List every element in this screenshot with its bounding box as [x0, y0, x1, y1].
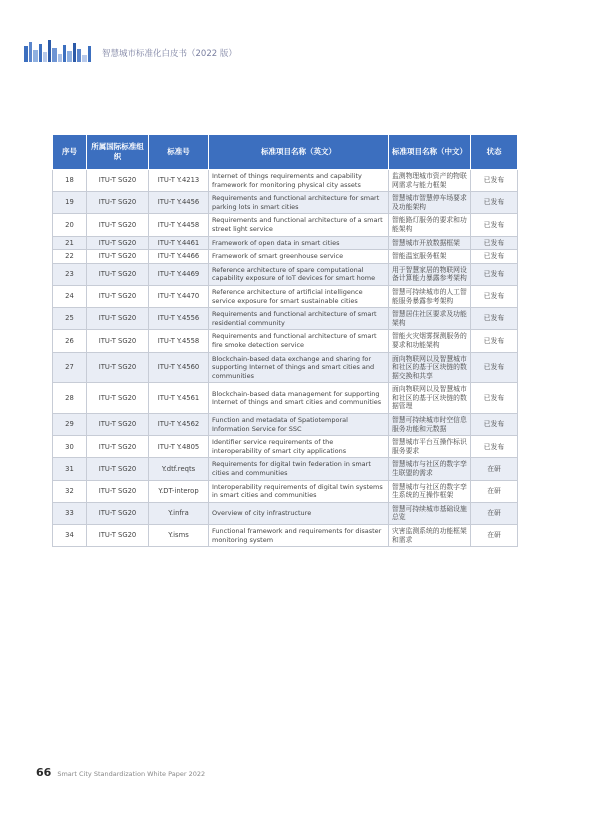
row-org: ITU-T SG20 [87, 458, 149, 480]
column-header: 序号 [53, 135, 87, 170]
row-standard-id: ITU-T Y.4470 [149, 285, 209, 307]
table-row [53, 480, 518, 502]
row-name-en: Requirements for digital twin federation in smart cities and communities [209, 458, 389, 480]
table-row [53, 192, 518, 214]
row-number: 22 [53, 250, 87, 264]
page-number: 66 [36, 766, 52, 779]
row-status: 已发布 [471, 250, 518, 264]
row-status: 在研 [471, 480, 518, 502]
table-row [53, 250, 518, 264]
row-org: ITU-T SG20 [87, 502, 149, 524]
column-header: 状态 [471, 135, 518, 170]
row-org: ITU-T SG20 [87, 170, 149, 192]
row-number: 32 [53, 480, 87, 502]
row-name-en: Framework of open data in smart cities [209, 236, 389, 250]
row-standard-id: ITU-T Y.4466 [149, 250, 209, 264]
row-name-cn: 监测物理城市资产的物联网需求与能力框架 [389, 170, 471, 192]
row-name-en: Identifier service requirements of the interoperability of smart city applications [209, 436, 389, 458]
row-org: ITU-T SG20 [87, 480, 149, 502]
row-status: 在研 [471, 502, 518, 524]
row-name-cn: 面向物联网以及智慧城市和社区的基于区块链的数据管理 [389, 383, 471, 414]
row-name-cn: 面向物联网以及智慧城市和社区的基于区块链的数据交换和共享 [389, 352, 471, 383]
row-standard-id: ITU-T Y.4558 [149, 330, 209, 352]
row-name-cn: 智能路灯服务的要求和功能架构 [389, 214, 471, 236]
row-name-en: Overview of city infrastructure [209, 502, 389, 524]
row-status: 已发布 [471, 236, 518, 250]
row-name-cn: 智慧城市平台互操作标识服务要求 [389, 436, 471, 458]
row-number: 24 [53, 285, 87, 307]
table-row [53, 414, 518, 436]
row-org: ITU-T SG20 [87, 525, 149, 547]
row-org: ITU-T SG20 [87, 192, 149, 214]
row-number: 20 [53, 214, 87, 236]
row-org: ITU-T SG20 [87, 285, 149, 307]
table-row [53, 285, 518, 307]
row-name-cn: 智慧城市与社区的数字孪生联盟的需求 [389, 458, 471, 480]
row-status: 已发布 [471, 352, 518, 383]
row-name-cn: 智慧可持续城市的人工智能服务暴露参考架构 [389, 285, 471, 307]
row-org: ITU-T SG20 [87, 414, 149, 436]
row-org: ITU-T SG20 [87, 330, 149, 352]
row-status: 已发布 [471, 285, 518, 307]
row-number: 33 [53, 502, 87, 524]
table-row [53, 525, 518, 547]
row-standard-id: ITU-T Y.4456 [149, 192, 209, 214]
table-row [53, 308, 518, 330]
row-number: 27 [53, 352, 87, 383]
row-status: 在研 [471, 525, 518, 547]
row-status: 已发布 [471, 414, 518, 436]
row-number: 28 [53, 383, 87, 414]
row-name-cn: 智慧城市开放数据框架 [389, 236, 471, 250]
row-org: ITU-T SG20 [87, 250, 149, 264]
row-number: 23 [53, 263, 87, 285]
row-org: ITU-T SG20 [87, 263, 149, 285]
row-number: 29 [53, 414, 87, 436]
row-name-en: Requirements and functional architecture for smart parking lots in smart cities [209, 192, 389, 214]
row-standard-id: ITU-T Y.4458 [149, 214, 209, 236]
row-name-cn: 用于智慧家居的物联网设备计算能力暴露参考架构 [389, 263, 471, 285]
row-name-cn: 智能火灾烟雾探测服务的要求和功能架构 [389, 330, 471, 352]
row-number: 26 [53, 330, 87, 352]
row-standard-id: ITU-T Y.4805 [149, 436, 209, 458]
row-org: ITU-T SG20 [87, 236, 149, 250]
table-body [53, 170, 518, 547]
table-row [53, 436, 518, 458]
row-name-cn: 智慧可持续城市时空信息服务功能和元数据 [389, 414, 471, 436]
table-row [53, 214, 518, 236]
row-number: 31 [53, 458, 87, 480]
row-status: 在研 [471, 458, 518, 480]
row-status: 已发布 [471, 192, 518, 214]
row-standard-id: ITU-T Y.4469 [149, 263, 209, 285]
table-row [53, 352, 518, 383]
row-number: 30 [53, 436, 87, 458]
row-standard-id: Y.dtf.reqts [149, 458, 209, 480]
table-row [53, 263, 518, 285]
row-name-en: Internet of things requirements and capability framework for monitoring physical city assets [209, 170, 389, 192]
standards-table [52, 134, 518, 547]
table-row [53, 502, 518, 524]
row-name-en: Blockchain-based data management for supporting Internet of things and smart cities and communities [209, 383, 389, 414]
row-standard-id: ITU-T Y.4561 [149, 383, 209, 414]
city-skyline-icon [24, 40, 94, 62]
row-name-cn: 智慧可持续城市基础设施总览 [389, 502, 471, 524]
header-title: 智慧城市标准化白皮书（2022 版） [102, 49, 237, 59]
row-name-cn: 灾害监测系统的功能框架和需求 [389, 525, 471, 547]
row-number: 18 [53, 170, 87, 192]
row-status: 已发布 [471, 214, 518, 236]
column-header: 所属国际标准组织 [87, 135, 149, 170]
row-org: ITU-T SG20 [87, 308, 149, 330]
row-name-en: Functional framework and requirements for disaster monitoring system [209, 525, 389, 547]
row-standard-id: ITU-T Y.4461 [149, 236, 209, 250]
row-name-en: Interoperability requirements of digital twin systems in smart cities and communities [209, 480, 389, 502]
row-name-en: Requirements and functional architecture of smart fire smoke detection service [209, 330, 389, 352]
row-standard-id: ITU-T Y.4562 [149, 414, 209, 436]
row-status: 已发布 [471, 170, 518, 192]
row-name-en: Requirements and functional architecture of a smart street light service [209, 214, 389, 236]
row-name-en: Blockchain-based data exchange and sharing for supporting Internet of things and smart cities and communities [209, 352, 389, 383]
row-org: ITU-T SG20 [87, 214, 149, 236]
table-header-row [53, 135, 518, 170]
row-number: 19 [53, 192, 87, 214]
row-status: 已发布 [471, 383, 518, 414]
row-status: 已发布 [471, 263, 518, 285]
row-standard-id: Y.DT-interop [149, 480, 209, 502]
column-header: 标准号 [149, 135, 209, 170]
row-number: 21 [53, 236, 87, 250]
row-name-cn: 智慧城市智慧停车场要求及功能架构 [389, 192, 471, 214]
row-status: 已发布 [471, 436, 518, 458]
row-standard-id: ITU-T Y.4213 [149, 170, 209, 192]
footer-text: Smart City Standardization White Paper 2022 [57, 770, 206, 778]
row-number: 25 [53, 308, 87, 330]
row-org: ITU-T SG20 [87, 436, 149, 458]
row-name-en: Reference architecture of artificial intelligence service exposure for smart sustainable cities [209, 285, 389, 307]
row-name-en: Reference architecture of spare computational capability exposure of IoT devices for smart home [209, 263, 389, 285]
row-name-cn: 智能温室服务框架 [389, 250, 471, 264]
row-standard-id: ITU-T Y.4556 [149, 308, 209, 330]
column-header: 标准项目名称（中文） [389, 135, 471, 170]
page-header [24, 40, 237, 62]
row-org: ITU-T SG20 [87, 383, 149, 414]
row-name-en: Requirements and functional architecture of smart residential community [209, 308, 389, 330]
table-row [53, 458, 518, 480]
table-row [53, 330, 518, 352]
row-standard-id: ITU-T Y.4560 [149, 352, 209, 383]
page-footer [36, 766, 205, 779]
row-name-en: Function and metadata of Spatiotemporal Information Service for SSC [209, 414, 389, 436]
table-row [53, 170, 518, 192]
row-standard-id: Y.infra [149, 502, 209, 524]
row-name-cn: 智慧居住社区要求及功能架构 [389, 308, 471, 330]
table-row [53, 383, 518, 414]
table-row [53, 236, 518, 250]
row-org: ITU-T SG20 [87, 352, 149, 383]
row-status: 已发布 [471, 330, 518, 352]
row-name-cn: 智慧城市与社区的数字孪生系统的互操作框架 [389, 480, 471, 502]
row-standard-id: Y.isms [149, 525, 209, 547]
row-number: 34 [53, 525, 87, 547]
row-status: 已发布 [471, 308, 518, 330]
row-name-en: Framework of smart greenhouse service [209, 250, 389, 264]
column-header: 标准项目名称（英文） [209, 135, 389, 170]
